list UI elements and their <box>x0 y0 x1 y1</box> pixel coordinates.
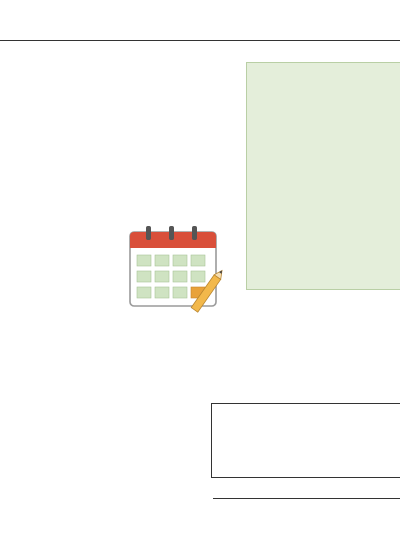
minerali-section <box>250 307 400 310</box>
calendar-icon <box>124 222 232 318</box>
header-divider <box>0 40 400 41</box>
notices-box <box>246 62 400 290</box>
mass-schedule-box <box>211 403 400 478</box>
mass-schedule-footer <box>213 498 400 501</box>
